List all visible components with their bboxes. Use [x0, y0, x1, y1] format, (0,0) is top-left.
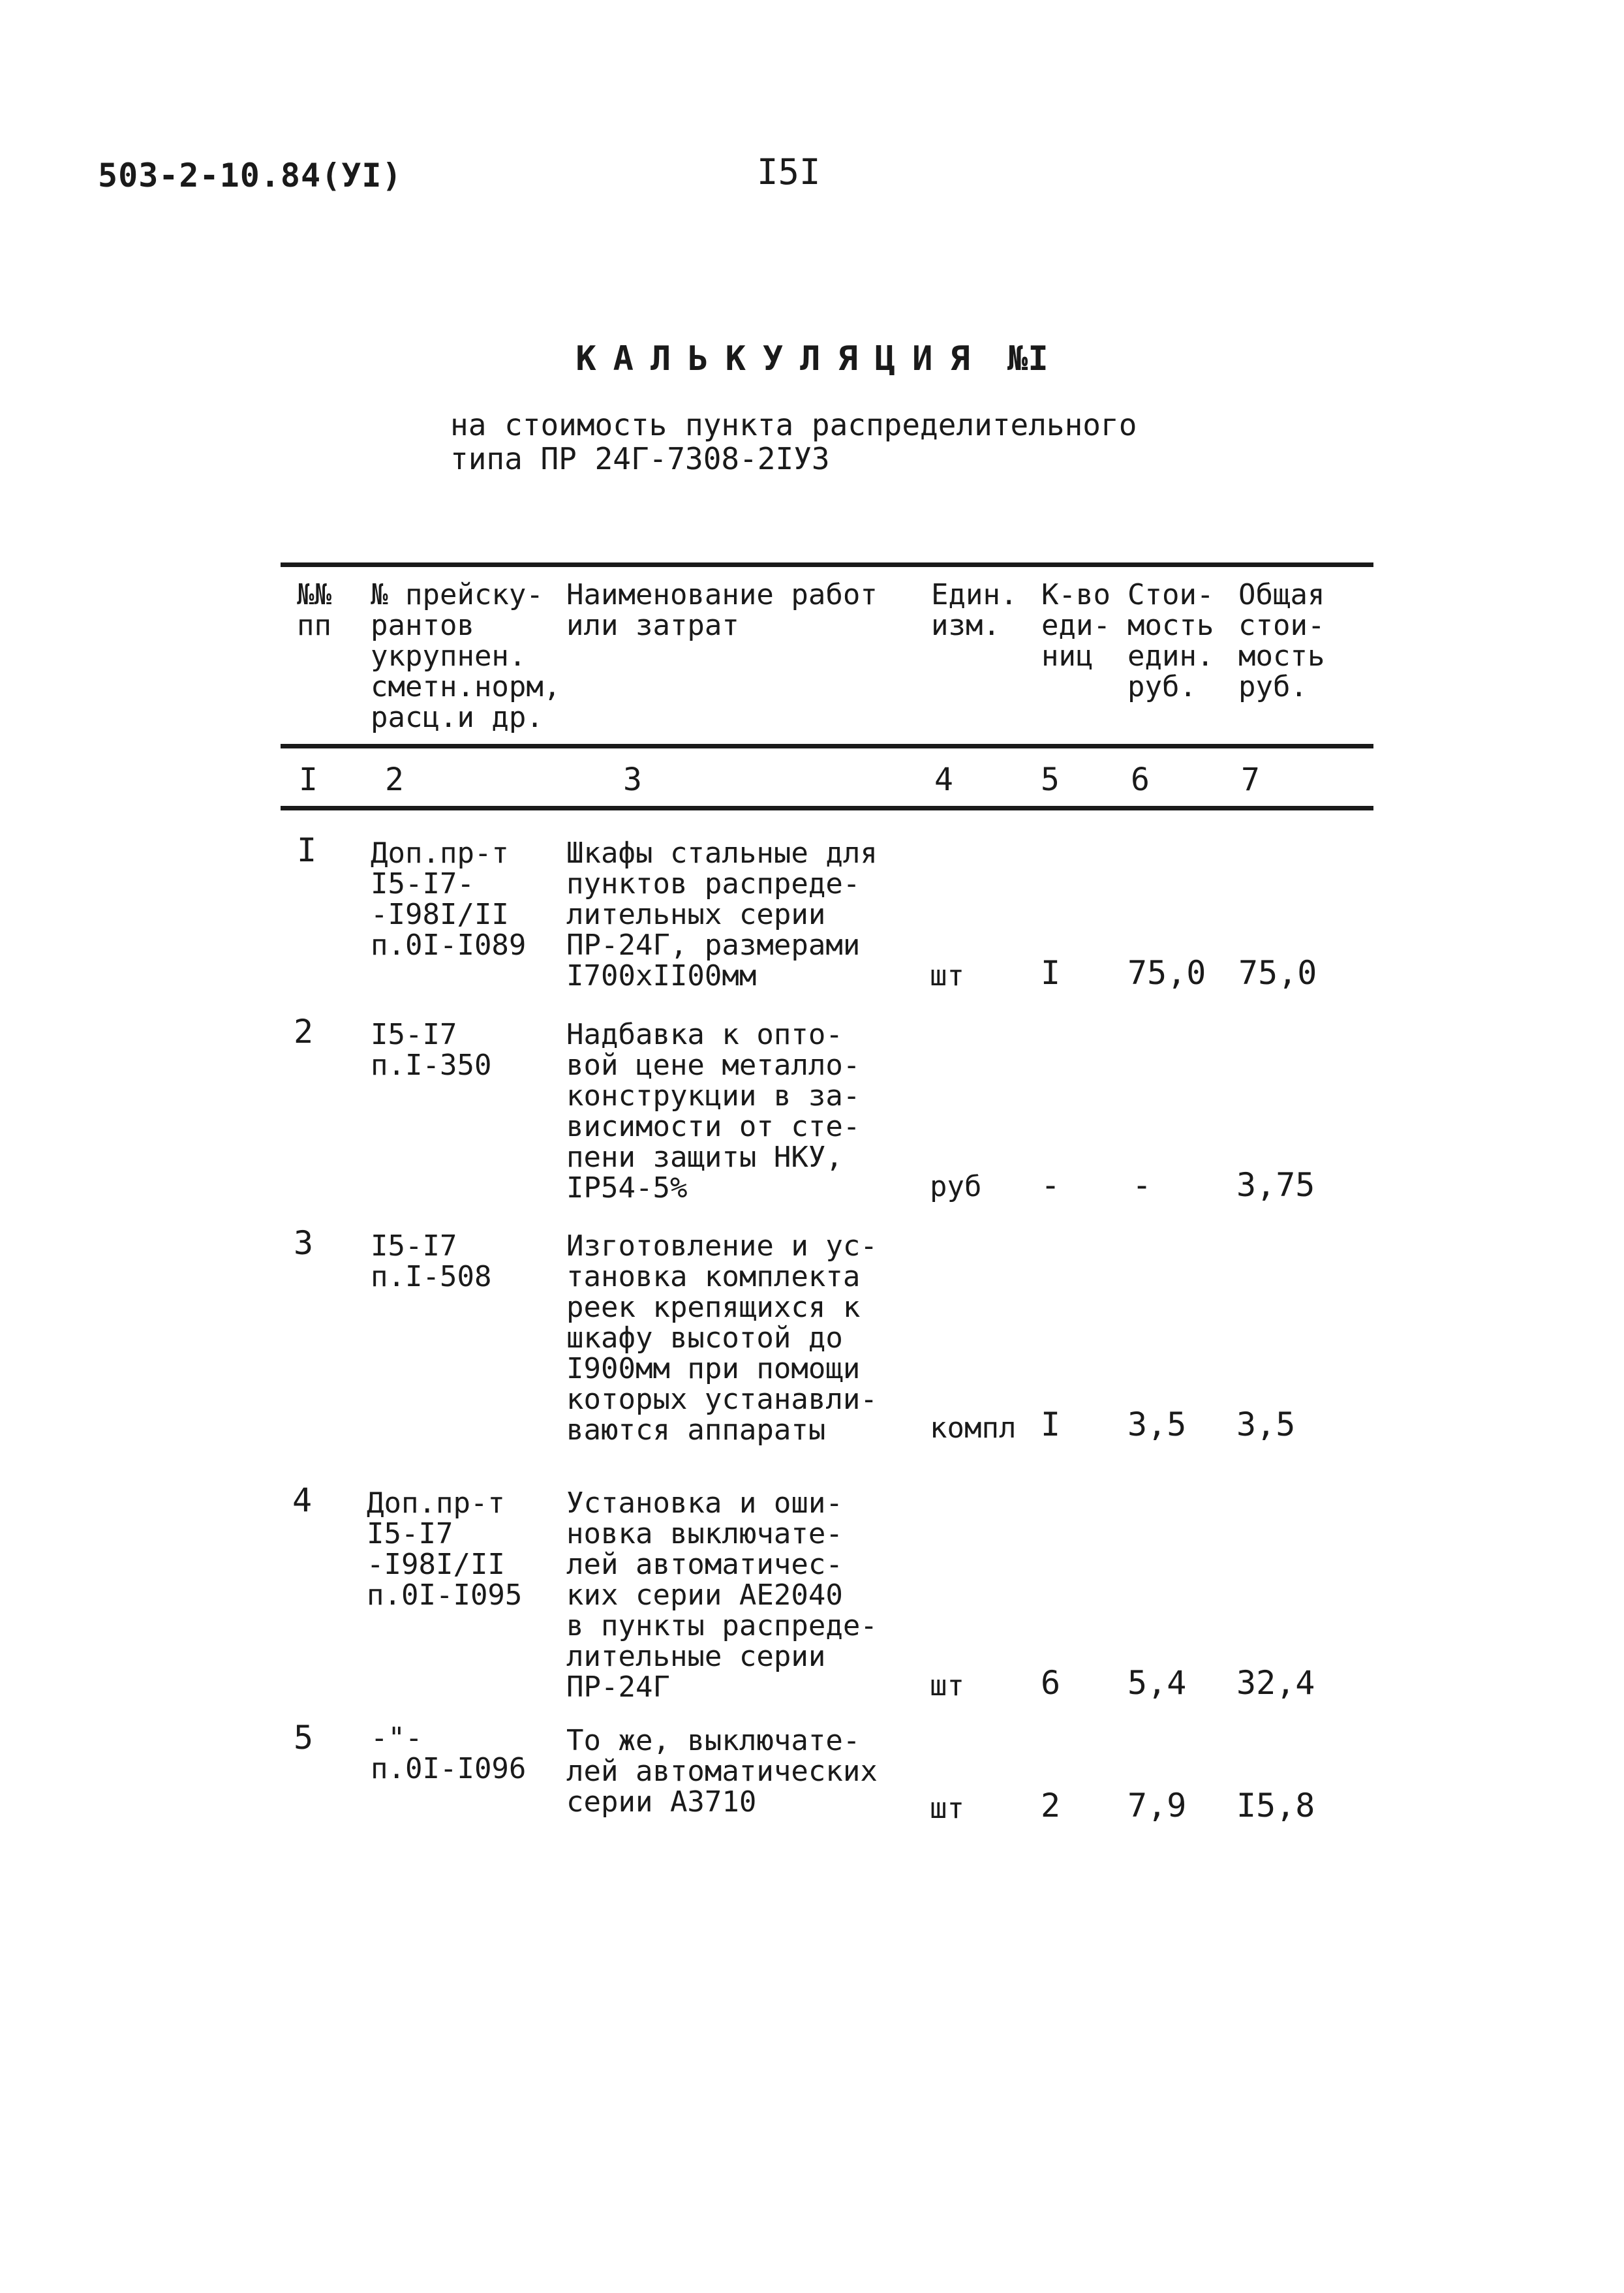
row-unit-price: -	[1132, 1166, 1152, 1204]
column-number-4: 4	[934, 762, 953, 798]
document-subtitle	[450, 408, 1137, 476]
column-number-1: I	[299, 762, 318, 798]
row-total: 32,4	[1236, 1664, 1315, 1702]
row-quantity: 2	[1041, 1787, 1061, 1824]
row-unit: шт	[930, 1792, 964, 1825]
row-total: I5,8	[1236, 1787, 1315, 1824]
document-code: 503-2-10.84(УI)	[98, 157, 403, 194]
row-quantity: 6	[1041, 1664, 1061, 1702]
row-number: 3	[294, 1224, 314, 1262]
row-unit-price: 3,5	[1127, 1406, 1187, 1443]
row-unit-price: 75,0	[1127, 954, 1206, 992]
row-unit-price: 7,9	[1127, 1787, 1187, 1824]
row-unit: шт	[930, 1669, 964, 1702]
row-name: Изготовление и ус- тановка комплекта реек крепящихся к шкафу высотой до I900мм при помощи которых устанавли- ваются аппараты	[566, 1229, 878, 1447]
title-number: №I	[1007, 339, 1049, 378]
header-col-unit: Един. изм.	[931, 578, 1018, 642]
subtitle-line-2: типа ПР 24Г-7308-2IУ3	[450, 441, 830, 476]
row-quantity: I	[1041, 1406, 1061, 1443]
title-word: КАЛЬКУЛЯЦИЯ	[575, 339, 987, 378]
table-header-rule	[281, 744, 1373, 748]
row-unit-price: 5,4	[1127, 1664, 1187, 1702]
column-number-5: 5	[1041, 762, 1060, 798]
row-total: 3,5	[1236, 1406, 1296, 1443]
row-reference: -"- п.0I-I096	[371, 1721, 527, 1785]
row-unit: руб	[930, 1170, 982, 1203]
row-unit: компл	[930, 1411, 1017, 1445]
row-number: 4	[292, 1481, 313, 1519]
column-number-7: 7	[1241, 762, 1260, 798]
row-quantity: -	[1041, 1166, 1061, 1204]
row-quantity: I	[1041, 954, 1061, 992]
table-top-rule	[281, 562, 1373, 567]
header-col-reference: № прейску- рантов укрупнен. сметн.норм, расц.и др.	[371, 578, 561, 734]
column-number-2: 2	[385, 762, 404, 798]
row-total: 75,0	[1238, 954, 1317, 992]
row-number: I	[297, 831, 317, 869]
header-col-number: №№ пп	[297, 578, 331, 642]
row-name: Шкафы стальные для пунктов распреде- лительных серии ПР-24Г, размерами I700xII00мм	[566, 837, 878, 993]
row-name: То же, выключате- лей автоматических серии А3710	[566, 1724, 878, 1819]
page-number: I5I	[757, 151, 821, 192]
row-number: 5	[294, 1719, 314, 1757]
row-name: Надбавка к опто- вой цене металло- конструкции в за- висимости от сте- пени защиты НКУ, IP54-5%	[566, 1018, 861, 1205]
header-col-total: Общая стои- мость руб.	[1238, 578, 1325, 703]
row-number: 2	[294, 1013, 314, 1051]
header-col-name: Наименование работ или затрат	[566, 578, 878, 642]
subtitle-line-1: на стоимость пункта распределительного	[450, 407, 1137, 442]
header-col-unit-price: Стои- мость един. руб.	[1127, 578, 1214, 703]
row-reference: I5-I7 п.I-508	[371, 1229, 492, 1293]
row-unit: шт	[930, 959, 964, 993]
row-reference: Доп.пр-т I5-I7- -I98I/II п.0I-I089	[371, 837, 527, 962]
document-title	[0, 339, 1624, 378]
row-name: Установка и оши- новка выключате- лей автоматичес- ких серии АЕ2040 в пункты распреде- лительные серии ПР-24Г	[566, 1486, 878, 1704]
header-col-quantity: К-во еди- ниц	[1041, 578, 1111, 673]
row-total: 3,75	[1236, 1166, 1315, 1204]
column-number-3: 3	[623, 762, 642, 798]
column-number-6: 6	[1131, 762, 1150, 798]
row-reference: Доп.пр-т I5-I7 -I98I/II п.0I-I095	[367, 1486, 523, 1612]
row-reference: I5-I7 п.I-350	[371, 1018, 492, 1082]
table-colnum-rule	[281, 806, 1373, 810]
